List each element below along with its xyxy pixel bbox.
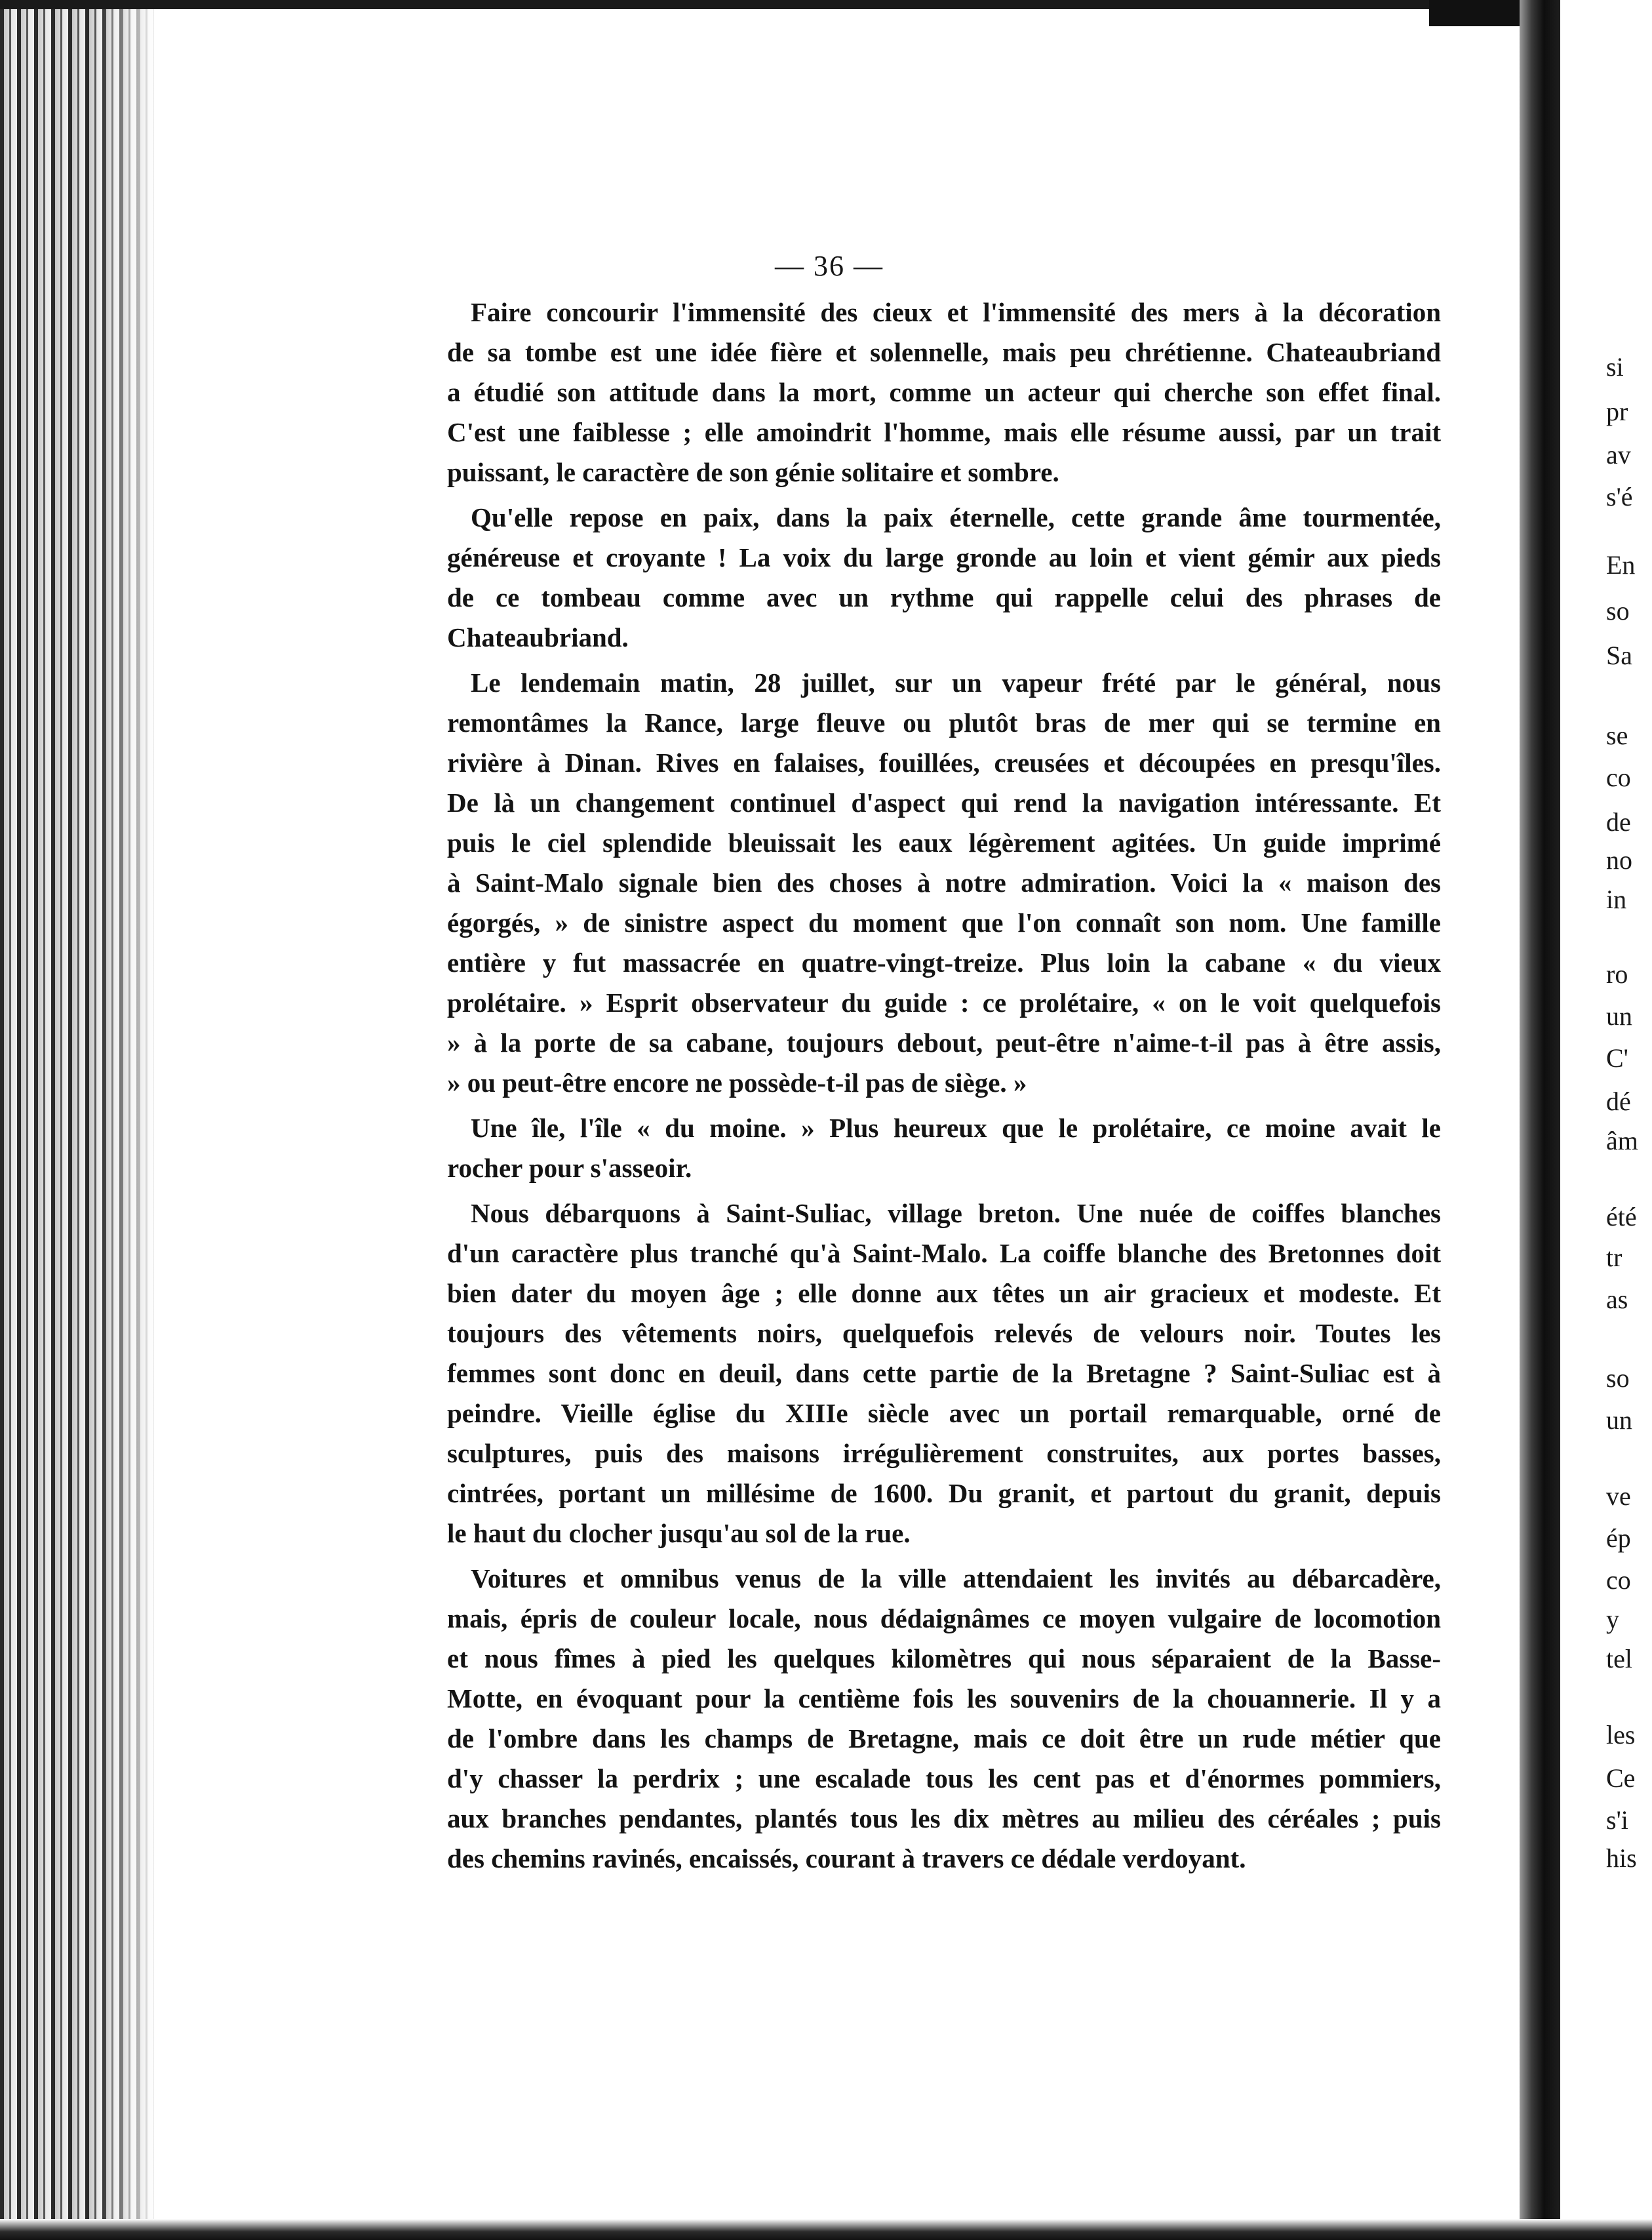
paragraph — [447, 1108, 1441, 1188]
next-page-fragment: ép — [1606, 1523, 1631, 1553]
next-page-fragment: été — [1606, 1202, 1637, 1231]
next-page-fragment: in — [1606, 885, 1627, 914]
text-line: cintrées, portant un millésime de 1600. Du granit, et partout du granit, depuis — [447, 1478, 1441, 1508]
page-number — [0, 249, 1652, 283]
next-page-fragment: tel — [1606, 1644, 1632, 1673]
text-line: bien dater du moyen âge ; elle donne aux têtes un air gracieux et modeste. Et — [447, 1278, 1441, 1308]
text-line: de sa tombe est une idée fière et solennelle, mais peu chrétienne. Chateaubriand — [447, 337, 1441, 367]
page-number-text: — 36 — — [775, 250, 884, 282]
next-page-fragment: un — [1606, 1001, 1632, 1031]
next-page-fragment: les — [1606, 1720, 1636, 1750]
text-line: Nous débarquons à Saint-Suliac, village breton. Une nuée de coiffes blanches — [471, 1198, 1441, 1228]
text-line: Voitures et omnibus venus de la ville attendaient les invités au débarcadère, — [471, 1563, 1441, 1593]
next-page-fragment: En — [1606, 550, 1636, 580]
text-line: de l'ombre dans les champs de Bretagne, mais ce doit être un rude métier que — [447, 1723, 1441, 1753]
paragraph — [447, 1559, 1441, 1879]
text-line: femmes sont donc en deuil, dans cette partie de la Bretagne ? Saint-Suliac est à — [447, 1358, 1441, 1388]
text-line: de ce tombeau comme avec un rythme qui rappelle celui des phrases de — [447, 582, 1441, 612]
next-page-fragment: dé — [1606, 1087, 1631, 1116]
text-line: d'un caractère plus tranché qu'à Saint-Malo. La coiffe blanche des Bretonnes doit — [447, 1238, 1441, 1268]
next-page-fragment: de — [1606, 807, 1631, 837]
text-line: puissant, le caractère de son génie solitaire et sombre. — [447, 457, 1059, 487]
text-line: à Saint-Malo signale bien des choses à notre admiration. Voici la « maison des — [447, 868, 1441, 898]
next-page-fragment: se — [1606, 721, 1628, 750]
text-line: Qu'elle repose en paix, dans la paix éternelle, cette grande âme tourmentée, — [471, 502, 1441, 532]
text-line: prolétaire. » Esprit observateur du guide : ce prolétaire, « on le voit quelquefois — [447, 988, 1441, 1018]
paragraph — [447, 1193, 1441, 1553]
text-line: De là un changement continuel d'aspect qui rend la navigation intéressante. Et — [447, 788, 1441, 818]
next-page-fragment: âm — [1606, 1126, 1638, 1155]
text-line: puis le ciel splendide bleuissait les eaux légèrement agitées. Un guide imprimé — [447, 828, 1441, 858]
text-line: Faire concourir l'immensité des cieux et l'immensité des mers à la décoration — [471, 297, 1441, 327]
next-page-fragment: so — [1606, 596, 1630, 626]
text-line: Chateaubriand. — [447, 622, 629, 652]
text-line: le haut du clocher jusqu'au sol de la rue. — [447, 1518, 911, 1548]
next-page-fragment: si — [1606, 352, 1624, 382]
text-line: et nous fîmes à pied les quelques kilomètres qui nous séparaient de la Basse- — [447, 1643, 1441, 1673]
text-line: toujours des vêtements noirs, quelquefois relevés de velours noir. Toutes les — [447, 1318, 1441, 1348]
text-line: aux branches pendantes, plantés tous les dix mètres au milieu des céréales ; puis — [447, 1803, 1441, 1833]
next-page-fragment: ve — [1606, 1481, 1631, 1511]
next-page-fragment: no — [1606, 845, 1632, 875]
text-line: rivière à Dinan. Rives en falaises, fouillées, creusées et découpées en presqu'îles. — [447, 748, 1441, 778]
text-line: remontâmes la Rance, large fleuve ou plutôt bras de mer qui se termine en — [447, 708, 1441, 738]
body-text — [447, 292, 1441, 1879]
text-line: sculptures, puis des maisons irrégulièrement construites, aux portes basses, — [447, 1438, 1441, 1468]
scan-top-border — [0, 0, 1652, 9]
book-gutter — [1520, 0, 1560, 2240]
next-page-fragment: as — [1606, 1285, 1628, 1314]
text-line: d'y chasser la perdrix ; une escalade tous les cent pas et d'énormes pommiers, — [447, 1763, 1441, 1793]
text-line: Une île, l'île « du moine. » Plus heureux que le prolétaire, ce moine avait le — [471, 1113, 1441, 1143]
next-page-fragment: co — [1606, 1565, 1631, 1595]
next-page-fragment: ro — [1606, 959, 1628, 989]
text-line: entière y fut massacrée en quatre-vingt-treize. Plus loin la cabane « du vieux — [447, 948, 1441, 978]
paragraph — [447, 292, 1441, 492]
next-page-fragment: s'i — [1606, 1805, 1628, 1835]
text-line: C'est une faiblesse ; elle amoindrit l'homme, mais elle résume aussi, par un trait — [447, 417, 1441, 447]
paragraph — [447, 498, 1441, 658]
next-page-fragment: so — [1606, 1363, 1630, 1393]
next-page-fragment: tr — [1606, 1243, 1622, 1272]
text-line: Motte, en évoquant pour la centième fois les souvenirs de la chouannerie. Il y a — [447, 1683, 1441, 1713]
text-line: » à la porte de sa cabane, toujours debout, peut-être n'aime-t-il pas à être assis, — [447, 1028, 1441, 1058]
text-line: égorgés, » de sinistre aspect du moment que l'on connaît son nom. Une famille — [447, 908, 1441, 938]
next-page-fragment: co — [1606, 763, 1631, 792]
next-page-fragment: y — [1606, 1605, 1619, 1634]
text-line: » ou peut-être encore ne possède-t-il pas de siège. » — [447, 1068, 1027, 1098]
next-page-fragment: Sa — [1606, 641, 1632, 670]
scan-bottom-border — [0, 2219, 1652, 2240]
text-line: des chemins ravinés, encaissés, courant à travers ce dédale verdoyant. — [447, 1843, 1246, 1873]
paragraph — [447, 663, 1441, 1103]
next-page-fragment: his — [1606, 1843, 1637, 1873]
next-page-sliver — [1560, 0, 1652, 2240]
next-page-fragment: av — [1606, 440, 1631, 470]
text-line: Le lendemain matin, 28 juillet, sur un vapeur frété par le général, nous — [471, 668, 1441, 698]
next-page-fragment: un — [1606, 1405, 1632, 1435]
next-page-fragment: pr — [1606, 397, 1628, 426]
next-page-fragment: s'é — [1606, 482, 1633, 511]
page-edge-fade — [98, 0, 161, 2240]
next-page-fragment: C' — [1606, 1043, 1628, 1073]
text-line: généreuse et croyante ! La voix du large gronde au loin et vient gémir aux pieds — [447, 542, 1441, 572]
text-line: mais, épris de couleur locale, nous dédaignâmes ce moyen vulgaire de locomotion — [447, 1603, 1441, 1633]
text-line: peindre. Vieille église du XIIIe siècle avec un portail remarquable, orné de — [447, 1398, 1441, 1428]
next-page-fragment: Ce — [1606, 1763, 1636, 1793]
text-line: rocher pour s'asseoir. — [447, 1153, 692, 1183]
text-line: a étudié son attitude dans la mort, comme un acteur qui cherche son effet final. — [447, 377, 1441, 407]
